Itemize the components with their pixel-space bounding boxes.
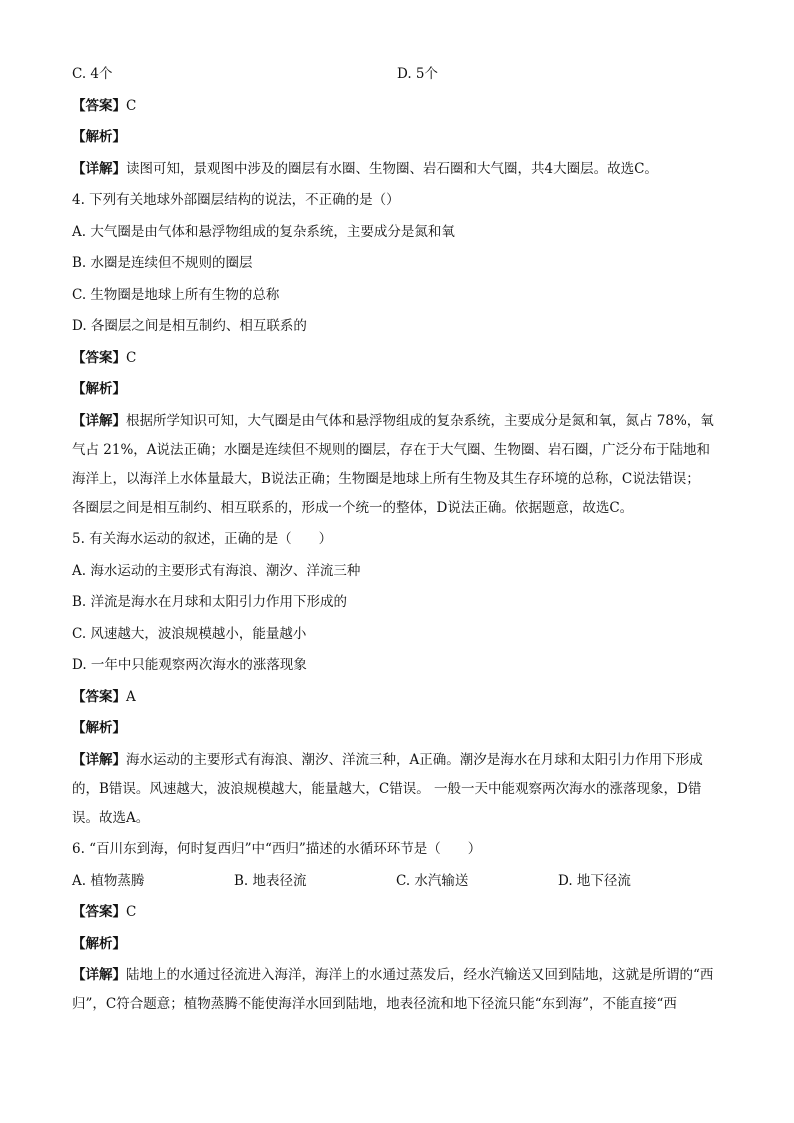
q3-options-row	[72, 64, 724, 84]
q4-option-d: D. 各圈层之间是相互制约、相互联系的	[72, 318, 307, 334]
q4-option-a: A. 大气圈是由气体和悬浮物组成的复杂系统，主要成分是氮和氧	[72, 223, 455, 240]
q6-option-d: D. 地下径流	[558, 872, 631, 889]
detail-line: 误。故选A。	[72, 809, 150, 826]
answer-value: C	[126, 97, 137, 114]
detail-line: 海水运动的主要形式有海浪、潮汐、洋流三种，A正确。潮汐是海水在月球和太阳引力作用下形成	[126, 751, 703, 768]
q6-option-c: C. 水汽输送	[396, 872, 469, 889]
detail-label: 【详解】	[72, 412, 126, 429]
detail-text: 读图可知，景观图中涉及的圈层有水圈、生物圈、岩石圈和大气圈，共4大圈层。故选C。	[126, 160, 658, 177]
q4-detail	[72, 411, 724, 518]
q5-option-c: C. 风速越大，波浪规模越小，能量越小	[72, 625, 307, 642]
page-content	[72, 64, 724, 1026]
q5-option-d: D. 一年中只能观察两次海水的涨落现象	[72, 657, 307, 673]
detail-line: 陆地上的水通过径流进入海洋，海洋上的水通过蒸发后，经水汽输送又回到陆地，这就是所谓的“西	[126, 967, 714, 983]
q4-answer	[72, 348, 724, 368]
q5-detail	[72, 750, 724, 828]
detail-line: 海洋上，以海洋上水体量最大，B说法正确；生物圈是地球上所有生物及其生存环境的总称，C说法错误；	[72, 470, 700, 487]
answer-label: 【答案】	[72, 904, 126, 920]
q6-answer	[72, 902, 724, 922]
q5-analysis-label: 【解析】	[72, 720, 126, 736]
q4-option-b: B. 水圈是连续但不规则的圈层	[72, 255, 253, 271]
detail-line: 根据所学知识可知，大气圈是由气体和悬浮物组成的复杂系统，主要成分是氮和氧，氮占 78%，氧	[126, 412, 714, 429]
q6-detail	[72, 965, 724, 1014]
q3-option-d: D. 5个	[397, 66, 439, 82]
answer-label: 【答案】	[72, 688, 126, 705]
q4-analysis-label: 【解析】	[72, 381, 126, 397]
q6-analysis-label: 【解析】	[72, 935, 126, 952]
detail-line: 的，B错误。风速越大，波浪规模越大，能量越大，C错误。 一般一天中能观察两次海水的涨落现象，D错	[72, 780, 702, 797]
detail-label: 【详解】	[72, 160, 126, 177]
answer-value: C	[126, 904, 137, 920]
q5-stem: 5. 有关海水运动的叙述，正确的是（ ）	[72, 531, 333, 547]
answer-label: 【答案】	[72, 97, 126, 114]
answer-value: A	[126, 688, 136, 705]
q3-answer	[72, 96, 724, 116]
q3-analysis-label: 【解析】	[72, 129, 126, 145]
q6-option-a: A. 植物蒸腾	[72, 872, 145, 889]
q3-detail	[72, 159, 724, 179]
q4-option-c: C. 生物圈是地球上所有生物的总称	[72, 286, 280, 303]
detail-line: 气占 21%，A说法正确；水圈是连续但不规则的圈层，存在于大气圈、生物圈、岩石圈，广泛分布于陆地和	[72, 441, 711, 458]
answer-value: C	[126, 349, 137, 366]
q5-option-b: B. 洋流是海水在月球和太阳引力作用下形成的	[72, 594, 348, 610]
answer-label: 【答案】	[72, 349, 126, 366]
q6-stem: 6. “百川东到海，何时复西归”中“西归”描述的水循环环节是（ ）	[72, 841, 482, 857]
q6-option-b: B. 地表径流	[234, 872, 307, 889]
detail-label: 【详解】	[72, 751, 126, 768]
detail-label: 【详解】	[72, 967, 126, 983]
q6-options-row	[72, 871, 724, 891]
q5-option-a: A. 海水运动的主要形式有海浪、潮汐、洋流三种	[72, 562, 361, 579]
q3-option-c: C. 4个	[72, 66, 113, 82]
q4-stem: 4. 下列有关地球外部圈层结构的说法，不正确的是（）	[72, 192, 400, 208]
q5-answer	[72, 687, 724, 707]
detail-line: 归”，C符合题意；植物蒸腾不能使海洋水回到陆地，地表径流和地下径流只能“东到海”，不能直接“西	[72, 996, 677, 1012]
detail-line: 各圈层之间是相互制约、相互联系的，形成一个统一的整体，D说法正确。依据题意，故选C。	[72, 499, 634, 516]
